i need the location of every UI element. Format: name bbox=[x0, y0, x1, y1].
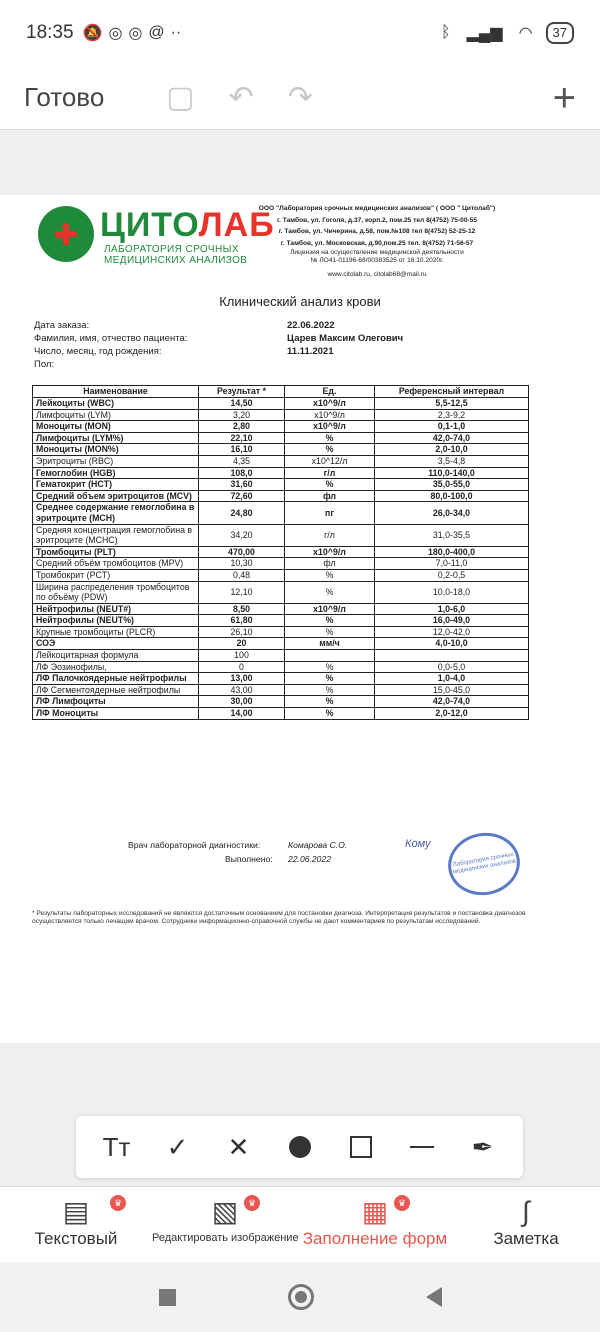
brand-logo-text: ЦИТОЛАБ bbox=[100, 206, 275, 244]
cell-ref: 0,1-1,0 bbox=[375, 421, 529, 433]
cell-result: 470,00 bbox=[199, 546, 285, 558]
save-icon[interactable]: ▢ bbox=[166, 80, 195, 114]
cell-result: 12,10 bbox=[199, 581, 285, 603]
instagram-icon-2: ◎ bbox=[128, 25, 143, 42]
rectangle-tool-icon[interactable] bbox=[350, 1136, 372, 1158]
cell-name: Тромбоциты (PLT) bbox=[33, 546, 199, 558]
table-row bbox=[33, 502, 529, 524]
tab-label: Текстовый bbox=[34, 1229, 118, 1248]
recent-apps-icon[interactable] bbox=[159, 1289, 176, 1306]
tab-label: Заполнение форм bbox=[302, 1229, 448, 1248]
cell-ref: 3,5-4,8 bbox=[375, 455, 529, 467]
cell-result: 13,00 bbox=[199, 673, 285, 685]
table-row bbox=[33, 661, 529, 673]
canvas-background bbox=[0, 131, 600, 195]
editor-toolbar bbox=[0, 66, 600, 130]
cell-ref: 42,0-74,0 bbox=[375, 696, 529, 708]
note-squiggle-icon: ∫ bbox=[522, 1196, 530, 1227]
cell-ref: 2,3-9,2 bbox=[375, 409, 529, 421]
cell-ref: 42,0-74,0 bbox=[375, 432, 529, 444]
cell-name: Лимфоциты (LYM) bbox=[33, 409, 199, 421]
info-label-birthdate: Число, месяц, год рождения: bbox=[34, 346, 162, 357]
cell-name: Нейтрофилы (NEUT%) bbox=[33, 615, 199, 627]
battery-icon: 37 bbox=[546, 22, 574, 44]
cell-unit: x10^9/л bbox=[285, 398, 375, 410]
cell-result: 8,50 bbox=[199, 603, 285, 615]
cell-result: 10,30 bbox=[199, 558, 285, 570]
cell-result: 22,10 bbox=[199, 432, 285, 444]
cell-unit: % bbox=[285, 708, 375, 720]
footnote: * Результаты лабораторных исследований не являются достаточным основанием для постановки диагноза. Интерпретация результатов и постановка диагнозов осуществляется только лечащим врачом. Сотрудники информационно-справочной службы не дают комментариев по результатам исследований. bbox=[32, 910, 526, 926]
table-row bbox=[33, 409, 529, 421]
cell-name: Средний объем эритроцитов (MCV) bbox=[33, 490, 199, 502]
system-nav-bar bbox=[0, 1262, 600, 1332]
instagram-icon: ◎ bbox=[108, 25, 123, 42]
cell-unit: x10^9/л bbox=[285, 603, 375, 615]
premium-crown-icon: ♛ bbox=[110, 1195, 126, 1211]
cell-result: 14,50 bbox=[199, 398, 285, 410]
table-header-row bbox=[33, 386, 529, 398]
results-table bbox=[32, 385, 529, 720]
more-notifications-icon: ·· bbox=[170, 24, 182, 41]
cell-name: ЛФ Моноциты bbox=[33, 708, 199, 720]
column-header: Ед. bbox=[285, 386, 375, 398]
cell-unit: x10^9/л bbox=[285, 421, 375, 433]
cell-name: Моноциты (MON%) bbox=[33, 444, 199, 456]
cell-ref: 2,0-12,0 bbox=[375, 708, 529, 720]
document-title: Клинический анализ крови bbox=[219, 294, 381, 309]
premium-crown-icon: ♛ bbox=[394, 1195, 410, 1211]
table-row bbox=[33, 467, 529, 479]
cell-result: 0,48 bbox=[199, 569, 285, 581]
info-label-order-date: Дата заказа: bbox=[34, 320, 90, 331]
cell-result: 72,60 bbox=[199, 490, 285, 502]
cell-result: 4,35 bbox=[199, 455, 285, 467]
cell-ref: 12,0-42,0 bbox=[375, 626, 529, 638]
signal-icon: ▂▄▆ bbox=[466, 25, 503, 42]
table-row bbox=[33, 444, 529, 456]
info-value-birthdate: 11.11.2021 bbox=[287, 346, 334, 357]
bottom-tab-bar bbox=[0, 1186, 600, 1262]
cell-ref: 26,0-34,0 bbox=[375, 502, 529, 524]
cell-unit: % bbox=[285, 479, 375, 491]
cell-result: 16,10 bbox=[199, 444, 285, 456]
cell-ref bbox=[375, 650, 529, 662]
cell-unit: % bbox=[285, 444, 375, 456]
cell-ref: 35,0-55,0 bbox=[375, 479, 529, 491]
image-edit-icon: ▧ ♛ bbox=[152, 1195, 298, 1229]
cell-result: 34,20 bbox=[199, 524, 285, 546]
cell-unit: % bbox=[285, 673, 375, 685]
cell-unit: % bbox=[285, 569, 375, 581]
cell-name: Нейтрофилы (NEUT#) bbox=[33, 603, 199, 615]
logo-icon bbox=[38, 206, 94, 262]
cell-unit: пг bbox=[285, 502, 375, 524]
tab-label: Редактировать изображение bbox=[152, 1232, 299, 1244]
cell-unit: % bbox=[285, 615, 375, 627]
cell-unit: % bbox=[285, 581, 375, 603]
cell-name: СОЭ bbox=[33, 638, 199, 650]
cell-result: 24,80 bbox=[199, 502, 285, 524]
cell-name: Гематокрит (HCT) bbox=[33, 479, 199, 491]
table-row bbox=[33, 615, 529, 627]
cell-ref: 15,0-45,0 bbox=[375, 684, 529, 696]
doctor-name: Комарова С.О. bbox=[288, 840, 348, 850]
cell-unit: г/л bbox=[285, 524, 375, 546]
cell-unit: % bbox=[285, 432, 375, 444]
cell-ref: 16,0-49,0 bbox=[375, 615, 529, 627]
cell-name: Тромбокрит (PCT) bbox=[33, 569, 199, 581]
cell-ref: 1,0-6,0 bbox=[375, 603, 529, 615]
cell-name: ЛФ Лимфоциты bbox=[33, 696, 199, 708]
info-label-sex: Пол: bbox=[34, 359, 55, 370]
cell-result: 43,00 bbox=[199, 684, 285, 696]
line-tool-icon[interactable] bbox=[410, 1146, 434, 1149]
cell-name: Крупные тромбоциты (PLCR) bbox=[33, 626, 199, 638]
drawing-toolbar bbox=[76, 1116, 523, 1178]
signature-tool-icon[interactable]: ✒ bbox=[471, 1132, 494, 1162]
cell-unit: % bbox=[285, 684, 375, 696]
table-row bbox=[33, 546, 529, 558]
cell-ref: 110,0-140,0 bbox=[375, 467, 529, 479]
cell-name: Гемоглобин (HGB) bbox=[33, 467, 199, 479]
cell-ref: 4,0-10,0 bbox=[375, 638, 529, 650]
form-fill-icon: ▦ ♛ bbox=[300, 1195, 450, 1229]
bluetooth-icon: ᛒ bbox=[441, 24, 451, 41]
info-value-patient: Царев Максим Олегович bbox=[287, 333, 404, 344]
cell-result: 3,20 bbox=[199, 409, 285, 421]
cell-result: 30,00 bbox=[199, 696, 285, 708]
table-row bbox=[33, 581, 529, 603]
cell-ref: 10,0-18,0 bbox=[375, 581, 529, 603]
back-icon[interactable] bbox=[426, 1287, 442, 1307]
cell-result: 108,0 bbox=[199, 467, 285, 479]
undo-icon[interactable]: ↶ bbox=[228, 80, 254, 114]
table-row bbox=[33, 569, 529, 581]
table-row bbox=[33, 603, 529, 615]
cell-result: 26,10 bbox=[199, 626, 285, 638]
table-row bbox=[33, 421, 529, 433]
signature: Кому bbox=[405, 838, 431, 850]
info-value-order-date: 22.06.2022 bbox=[287, 320, 335, 331]
cell-ref: 0,2-0,5 bbox=[375, 569, 529, 581]
cell-ref: 0,0-5,0 bbox=[375, 661, 529, 673]
at-icon: @ bbox=[148, 24, 165, 41]
tab-label: Заметка bbox=[493, 1229, 559, 1248]
check-tool-icon[interactable]: ✓ bbox=[166, 1132, 189, 1162]
dot-tool-icon[interactable] bbox=[289, 1136, 311, 1158]
cell-ref: 7,0-11,0 bbox=[375, 558, 529, 570]
done-date: 22.06.2022 bbox=[288, 854, 332, 864]
cell-name: ЛФ Сегментоядерные нейтрофилы bbox=[33, 684, 199, 696]
cell-unit: x10^12/л bbox=[285, 455, 375, 467]
cell-name: Эритроциты (RBC) bbox=[33, 455, 199, 467]
status-bar bbox=[0, 0, 600, 66]
organization-info: ООО "Лаборатория срочных медицинских анализов" ( ООО " Цитолаб") г. Тамбов, ул. Гоголя, д.37, корп.2, пом.25 тел 8(4752) 75-00-55 г. Тамбов, ул. Чичерина, д.58, пом.№108 тел 8(4752) 52-25-12 г. Тамбов, ул. Московская, д.90,пом.25 тел. 8(4752) 71-56-57 Лицензия на осуществление медицинской деятельности № ЛО41-01196-68/00383525 от 16.10.2020г. www.citolab.ru, citolab68@mail.ru bbox=[258, 205, 496, 278]
table-row bbox=[33, 455, 529, 467]
table-row bbox=[33, 673, 529, 685]
cell-result: 61,80 bbox=[199, 615, 285, 627]
add-icon[interactable]: + bbox=[552, 75, 576, 120]
table-row bbox=[33, 696, 529, 708]
cell-name: Средний объём тромбоцитов (MPV) bbox=[33, 558, 199, 570]
table-row bbox=[33, 650, 529, 662]
cell-name: Среднее содержание гемоглобина в эритроците (MCH) bbox=[33, 502, 199, 524]
cross-tool-icon[interactable]: ✕ bbox=[227, 1132, 250, 1162]
table-row bbox=[33, 524, 529, 546]
cell-unit: % bbox=[285, 696, 375, 708]
cell-result: 2,80 bbox=[199, 421, 285, 433]
table-row bbox=[33, 398, 529, 410]
table-row bbox=[33, 490, 529, 502]
column-header: Результат * bbox=[199, 386, 285, 398]
text-edit-icon: ▤ ♛ bbox=[30, 1195, 122, 1229]
done-label: Выполнено: bbox=[225, 854, 273, 864]
column-header: Референсный интервал bbox=[375, 386, 529, 398]
cell-name: Лимфоциты (LYM%) bbox=[33, 432, 199, 444]
cell-name: Ширина распределения тромбоцитов по объёму (PDW) bbox=[33, 581, 199, 603]
tab-text[interactable] bbox=[30, 1195, 122, 1249]
home-icon[interactable] bbox=[288, 1284, 314, 1310]
cell-unit: % bbox=[285, 661, 375, 673]
cell-unit: фл bbox=[285, 558, 375, 570]
cell-ref: 31,0-35,5 bbox=[375, 524, 529, 546]
table-row bbox=[33, 626, 529, 638]
cell-unit: x10^9/л bbox=[285, 546, 375, 558]
table-row bbox=[33, 684, 529, 696]
cell-result: 100 bbox=[199, 650, 285, 662]
table-row bbox=[33, 708, 529, 720]
cell-ref: 5,5-12,5 bbox=[375, 398, 529, 410]
cell-result: 20 bbox=[199, 638, 285, 650]
column-header: Наименование bbox=[33, 386, 199, 398]
status-time: 18:35 bbox=[26, 22, 74, 43]
cell-unit: фл bbox=[285, 490, 375, 502]
mute-icon: 🔕 bbox=[82, 25, 103, 42]
brand-subtitle: ЛАБОРАТОРИЯ СРОЧНЫХ МЕДИЦИНСКИХ АНАЛИЗОВ bbox=[104, 244, 248, 266]
cell-name: Моноциты (MON) bbox=[33, 421, 199, 433]
cell-name: ЛФ Эозинофилы, bbox=[33, 661, 199, 673]
doctor-label: Врач лабораторной диагностики: bbox=[128, 840, 261, 850]
table-row bbox=[33, 479, 529, 491]
cell-result: 14,00 bbox=[199, 708, 285, 720]
cell-unit: % bbox=[285, 626, 375, 638]
cell-result: 0 bbox=[199, 661, 285, 673]
cell-name: Лейкоцитарная формула bbox=[33, 650, 199, 662]
cell-unit: x10^9/л bbox=[285, 409, 375, 421]
table-row bbox=[33, 638, 529, 650]
cell-result: 31,60 bbox=[199, 479, 285, 491]
premium-crown-icon: ♛ bbox=[244, 1195, 260, 1211]
cell-ref: 1,0-4,0 bbox=[375, 673, 529, 685]
cell-name: Лейкоциты (WBC) bbox=[33, 398, 199, 410]
cell-unit bbox=[285, 650, 375, 662]
cell-ref: 180,0-400,0 bbox=[375, 546, 529, 558]
info-label-patient: Фамилия, имя, отчество пациента: bbox=[34, 333, 188, 344]
table-row bbox=[33, 432, 529, 444]
cell-unit: г/л bbox=[285, 467, 375, 479]
table-row bbox=[33, 558, 529, 570]
text-tool-icon[interactable]: Tт bbox=[102, 1132, 131, 1162]
cell-ref: 2,0-10,0 bbox=[375, 444, 529, 456]
stamp-text: Лаборатория срочных медицинских анализов bbox=[452, 851, 517, 876]
tab-fill-forms[interactable] bbox=[300, 1195, 450, 1249]
redo-icon[interactable]: ↷ bbox=[287, 80, 313, 114]
cell-unit: мм/ч bbox=[285, 638, 375, 650]
wifi-icon: ◠ bbox=[518, 25, 533, 42]
cell-name: Средняя концентрация гемоглобина в эритроците (MCHC) bbox=[33, 524, 199, 546]
cell-ref: 80,0-100,0 bbox=[375, 490, 529, 502]
tab-note[interactable] bbox=[488, 1195, 564, 1249]
cell-name: ЛФ Палочкоядерные нейтрофилы bbox=[33, 673, 199, 685]
tab-edit-image[interactable] bbox=[152, 1195, 298, 1244]
done-button[interactable]: Готово bbox=[24, 82, 105, 112]
